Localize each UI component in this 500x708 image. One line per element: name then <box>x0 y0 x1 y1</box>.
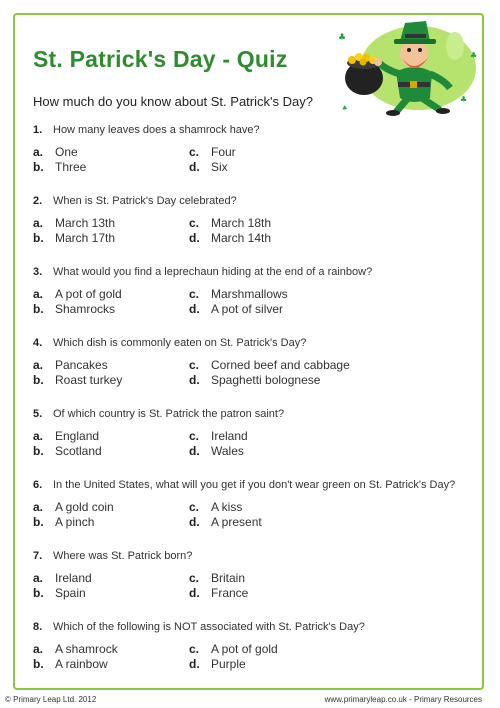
answer-letter: b. <box>33 444 44 458</box>
question-8 <box>33 621 463 692</box>
answer-d <box>189 586 389 601</box>
answer-letter: c. <box>189 429 200 443</box>
question-number: 4. <box>33 337 43 349</box>
answer-text: A pot of silver <box>211 302 284 316</box>
svg-text:♣: ♣ <box>460 95 468 104</box>
answer-text: A kiss <box>211 500 243 514</box>
answer-d <box>189 657 389 672</box>
answer-letter: b. <box>33 302 44 316</box>
answer-text: A pot of gold <box>211 642 278 656</box>
answer-text: Six <box>211 160 228 174</box>
answer-text: Roast turkey <box>55 373 123 387</box>
answer-letter: d. <box>189 586 200 600</box>
question-number: 3. <box>33 266 43 278</box>
answer-letter: b. <box>33 231 44 245</box>
question-5 <box>33 408 463 479</box>
answer-b <box>33 373 189 388</box>
answer-c <box>189 216 389 231</box>
answer-text: March 13th <box>55 216 116 230</box>
answer-letter: d. <box>189 444 200 458</box>
answer-letter: a. <box>33 642 44 656</box>
answer-c <box>189 500 389 515</box>
answer-text: France <box>211 586 249 600</box>
answer-text: Pancakes <box>55 358 108 372</box>
answer-letter: c. <box>189 287 200 301</box>
question-number: 8. <box>33 621 43 633</box>
footer-website: www.primaryleap.co.uk - Primary Resources <box>324 695 482 704</box>
answer-letter: a. <box>33 429 44 443</box>
answer-letter: b. <box>33 160 44 174</box>
answer-d <box>189 231 389 246</box>
answer-letter: d. <box>189 657 200 671</box>
answer-letter: a. <box>33 571 44 585</box>
answer-text: Spaghetti bolognese <box>211 373 321 387</box>
question-number: 6. <box>33 479 43 491</box>
answer-a <box>33 287 189 302</box>
answer-text: Ireland <box>55 571 92 585</box>
answer-letter: b. <box>33 657 44 671</box>
answer-text: Britain <box>211 571 246 585</box>
answer-letter: d. <box>189 302 200 316</box>
answer-b <box>33 160 189 175</box>
answer-text: Wales <box>211 444 244 458</box>
answer-c <box>189 429 389 444</box>
answer-a <box>33 500 189 515</box>
answer-a <box>33 642 189 657</box>
answer-d <box>189 444 389 459</box>
answer-letter: a. <box>33 500 44 514</box>
page-title: St. Patrick's Day - Quiz <box>33 46 288 72</box>
answer-letter: a. <box>33 287 44 301</box>
question-2 <box>33 195 463 266</box>
answer-text: Scotland <box>55 444 102 458</box>
answer-text: A present <box>211 515 262 529</box>
answer-text: March 17th <box>55 231 116 245</box>
answer-c <box>189 571 389 586</box>
answer-a <box>33 571 189 586</box>
answer-letter: b. <box>33 586 44 600</box>
answer-letter: c. <box>189 216 200 230</box>
answer-b <box>33 302 189 317</box>
answer-text: Purple <box>211 657 246 671</box>
answer-letter: d. <box>189 373 200 387</box>
question-text: Where was St. Patrick born? <box>53 550 193 562</box>
svg-text:♣: ♣ <box>342 105 348 112</box>
question-text: Which of the following is NOT associated with St. Patrick's Day? <box>53 621 365 633</box>
answer-letter: a. <box>33 358 44 372</box>
question-text: What would you find a leprechaun hiding at the end of a rainbow? <box>53 266 373 278</box>
answer-text: Marshmallows <box>211 287 288 301</box>
answer-b <box>33 515 189 530</box>
answer-text: One <box>55 145 78 159</box>
answer-c <box>189 145 389 160</box>
answer-letter: b. <box>33 373 44 387</box>
answer-text: Three <box>55 160 87 174</box>
question-text: In the United States, what will you get if you don't wear green on St. Patrick's Day? <box>53 479 456 491</box>
question-text: Of which country is St. Patrick the patron saint? <box>53 408 285 420</box>
question-number: 1. <box>33 124 43 136</box>
footer-copyright: © Primary Leap Ltd. 2012 <box>5 695 97 704</box>
answer-text: A pinch <box>55 515 95 529</box>
answer-text: England <box>55 429 100 443</box>
answer-text: Shamrocks <box>55 302 116 316</box>
answer-text: Ireland <box>211 429 248 443</box>
question-number: 7. <box>33 550 43 562</box>
question-number: 5. <box>33 408 43 420</box>
leprechaun-illustration <box>330 18 480 116</box>
answer-letter: c. <box>189 500 200 514</box>
answer-d <box>189 302 389 317</box>
answer-letter: c. <box>189 358 200 372</box>
answer-a <box>33 429 189 444</box>
question-3 <box>33 266 463 337</box>
svg-text:♣: ♣ <box>470 51 478 60</box>
answer-letter: b. <box>33 515 44 529</box>
answer-text: A pot of gold <box>55 287 122 301</box>
answer-c <box>189 642 389 657</box>
question-7 <box>33 550 463 621</box>
answer-letter: c. <box>189 145 200 159</box>
answer-c <box>189 358 389 373</box>
svg-text:♣: ♣ <box>338 33 347 43</box>
question-text: When is St. Patrick's Day celebrated? <box>53 195 237 207</box>
quiz-subtitle: How much do you know about St. Patrick's Day? <box>33 94 313 109</box>
question-text: Which dish is commonly eaten on St. Patrick's Day? <box>53 337 307 349</box>
answer-text: Corned beef and cabbage <box>211 358 350 372</box>
answer-letter: d. <box>189 231 200 245</box>
answer-text: Spain <box>55 586 86 600</box>
answer-text: March 14th <box>211 231 272 245</box>
answer-b <box>33 586 189 601</box>
question-1 <box>33 124 463 195</box>
answer-text: March 18th <box>211 216 272 230</box>
question-text: How many leaves does a shamrock have? <box>53 124 260 136</box>
answer-text: A rainbow <box>55 657 108 671</box>
answer-d <box>189 160 389 175</box>
answer-a <box>33 145 189 160</box>
question-number: 2. <box>33 195 43 207</box>
answer-b <box>33 657 189 672</box>
answer-text: A shamrock <box>55 642 118 656</box>
answer-text: Four <box>211 145 236 159</box>
answer-b <box>33 231 189 246</box>
question-6 <box>33 479 463 550</box>
answer-letter: a. <box>33 216 44 230</box>
answer-text: A gold coin <box>55 500 114 514</box>
answer-d <box>189 515 389 530</box>
answer-c <box>189 287 389 302</box>
answer-letter: a. <box>33 145 44 159</box>
question-list <box>33 124 463 692</box>
answer-letter: c. <box>189 642 200 656</box>
answer-letter: d. <box>189 160 200 174</box>
answer-a <box>33 358 189 373</box>
question-4 <box>33 337 463 408</box>
answer-letter: c. <box>189 571 200 585</box>
answer-letter: d. <box>189 515 200 529</box>
answer-a <box>33 216 189 231</box>
answer-d <box>189 373 389 388</box>
answer-b <box>33 444 189 459</box>
